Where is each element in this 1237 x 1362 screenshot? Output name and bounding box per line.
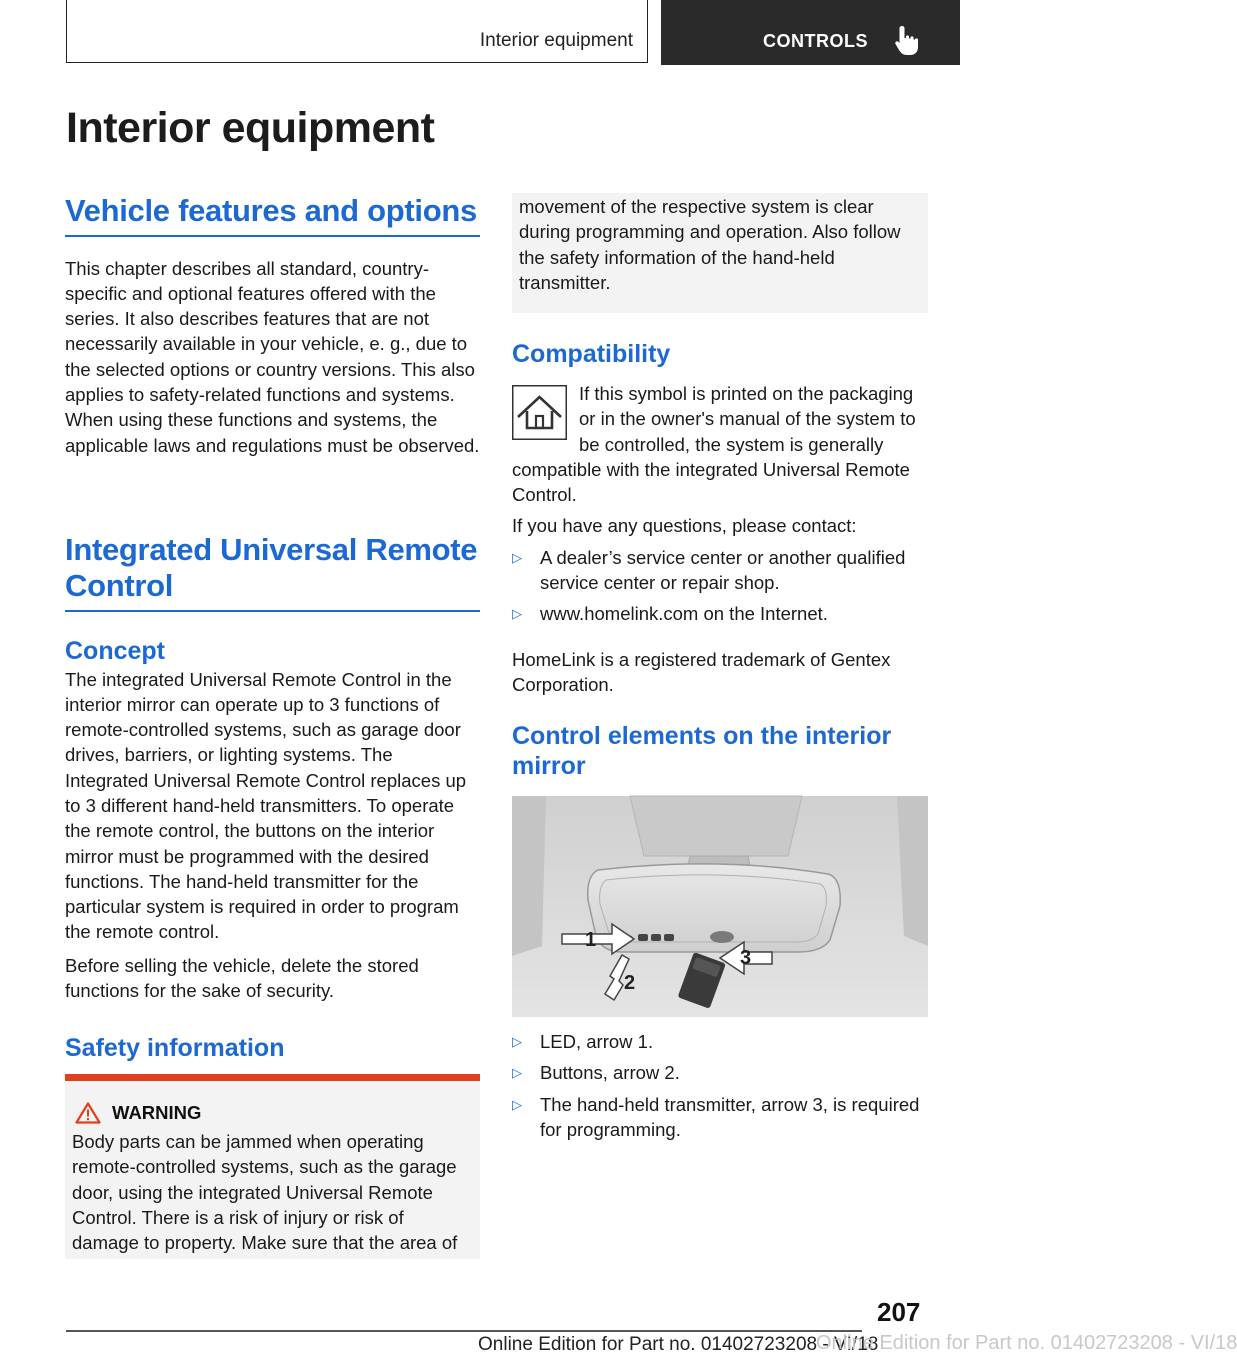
warning-box-continued bbox=[512, 193, 928, 313]
list-item-text: Buttons, arrow 2. bbox=[540, 1062, 680, 1084]
vehicle-features-section bbox=[65, 193, 480, 458]
control-elements-heading: Control elements on the interior mirror bbox=[512, 722, 892, 780]
vehicle-features-text: This chapter describes all standard, country-specific and optional features offered with the series. It also describes features that are not necessarily available in your vehicle, e. g., due to the selected options or country versions. This also applies to safety-related functions and systems. When using these functions and systems, the applicable laws and regulations must be observed. bbox=[65, 257, 480, 456]
pointing-hand-icon bbox=[894, 24, 922, 56]
warning-text: Body parts can be jammed when operating remote-controlled systems, such as the garage door, using the integrated Universal Remote Control. There is a risk of injury or risk of damage to property. Make sure that the area of bbox=[72, 1131, 458, 1254]
bullet-triangle-icon: ▷ bbox=[512, 549, 522, 565]
contact-intro: If you have any questions, please contact: bbox=[512, 515, 857, 537]
callout-3: 3 bbox=[740, 947, 752, 969]
compatibility-text: If this symbol is printed on the packaging or in the owner's manual of the system to be controlled, the system is generally compatible with the integrated Universal Remote Control. bbox=[512, 383, 916, 506]
interior-mirror-drawing bbox=[512, 796, 928, 1017]
warning-label: WARNING bbox=[112, 1102, 202, 1123]
vehicle-features-heading: Vehicle features and options bbox=[65, 193, 477, 228]
page-title: Interior equipment bbox=[66, 104, 435, 152]
list-item-text: LED, arrow 1. bbox=[540, 1031, 654, 1052]
compatibility-section bbox=[512, 381, 928, 697]
list-item bbox=[512, 545, 928, 596]
list-item bbox=[512, 1060, 928, 1085]
safety-heading: Safety information bbox=[65, 1034, 285, 1062]
interior-mirror-illustration bbox=[512, 796, 928, 1017]
list-item-text: A dealer’s service center or another qualified service center or repair shop. bbox=[540, 546, 906, 594]
list-item-text: The hand-held transmitter, arrow 3, is required for programming. bbox=[540, 1093, 920, 1140]
concept-heading: Concept bbox=[65, 636, 165, 665]
control-elements-list bbox=[512, 1029, 928, 1142]
home-symbol-icon bbox=[512, 385, 567, 440]
bullet-triangle-icon: ▷ bbox=[512, 606, 522, 622]
warning-text-continued: movement of the respective system is clear during programming and operation. Also follow the safety information of the hand-held transmitter. bbox=[519, 196, 901, 293]
header-chapter-label: CONTROLS bbox=[763, 31, 868, 51]
header-chapter-box bbox=[661, 0, 960, 65]
concept-text: The integrated Universal Remote Control in the interior mirror can operate up to 3 functions of remote-controlled systems, such as garage door drives, barriers, or lighting systems. The Integrated Universal Remote Control replaces up to 3 different hand-held transmitters. To operate the remote control, the buttons on the interior mirror must be programmed with the desired functions. The hand-held transmitter for the particular system is required in order to program the remote control. bbox=[65, 668, 467, 943]
edition-text: Online Edition for Part no. 01402723208 - VI/18 bbox=[478, 1334, 879, 1355]
bullet-triangle-icon: ▷ bbox=[512, 1034, 522, 1049]
warning-triangle-icon bbox=[75, 1102, 101, 1124]
heading-rule bbox=[65, 610, 480, 612]
callout-2: 2 bbox=[624, 972, 636, 994]
warning-box bbox=[65, 1074, 480, 1259]
trademark-text: HomeLink is a registered trademark of Gentex Corporation. bbox=[512, 648, 891, 695]
iurc-heading: Integrated Universal Remote Control bbox=[65, 532, 478, 603]
list-item bbox=[512, 1092, 928, 1143]
footer-rule bbox=[66, 1330, 862, 1332]
page-number: 207 bbox=[877, 1297, 921, 1327]
warning-bar bbox=[65, 1074, 480, 1081]
header-section-box bbox=[66, 0, 648, 63]
bullet-triangle-icon: ▷ bbox=[512, 1065, 522, 1081]
header-section-title: Interior equipment bbox=[479, 30, 633, 51]
list-item bbox=[512, 601, 928, 626]
iurc-section bbox=[65, 532, 480, 1003]
concept-text-2: Before selling the vehicle, delete the stored functions for the sake of security. bbox=[65, 954, 419, 1002]
compatibility-heading: Compatibility bbox=[512, 340, 671, 368]
list-item-text: www.homelink.com on the Internet. bbox=[540, 603, 828, 625]
list-item bbox=[512, 1029, 928, 1054]
callout-1: 1 bbox=[585, 929, 597, 951]
heading-rule bbox=[65, 235, 480, 237]
bullet-triangle-icon: ▷ bbox=[512, 1096, 522, 1112]
watermark: Online Edition for Part no. 01402723208 - VI/18 bbox=[816, 1332, 1237, 1354]
